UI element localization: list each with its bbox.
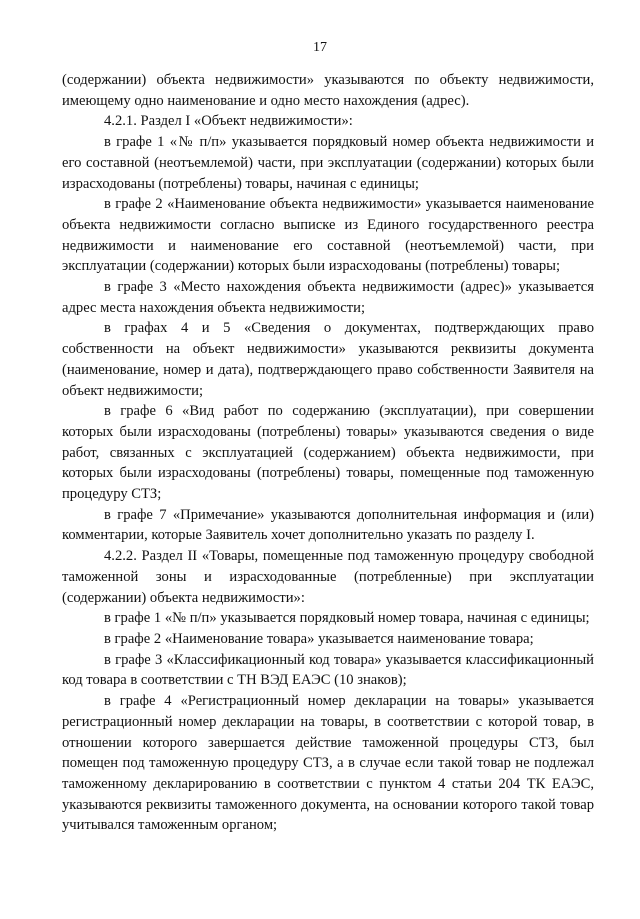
- paragraph: в графе 1 «№ п/п» указывается порядковый номер товара, начиная с единицы;: [104, 610, 590, 627]
- section-heading-4-2-1: 4.2.1. Раздел I «Объект недвижимости»:: [104, 113, 353, 130]
- paragraph-continuation: (содержании) объекта недвижимости» указываются по объекту недвижимости, имеющему одно наименование и одно место нахождения (адрес).: [62, 72, 594, 109]
- paragraph: в графах 4 и 5 «Сведения о документах, подтверждающих право собственности на объект недвижимости» указываются реквизиты документа (наименование, номер и дата), подтверждающего право собственности Заявителя на объект недвижимости;: [62, 320, 594, 399]
- paragraph: в графе 3 «Классификационный код товара» указывается классификационный код товара в соответствии с ТН ВЭД ЕАЭС (10 знаков);: [62, 651, 594, 689]
- section-heading-4-2-2: 4.2.2. Раздел II «Товары, помещенные под таможенную процедуру свободной таможенной зоны и израсходованные (потребленные) при эксплуатации (содержании) объекта недвижимости»:: [62, 548, 594, 606]
- paragraph: в графе 1 «№ п/п» указывается порядковый номер объекта недвижимости и его составной (неотъемлемой) части, при эксплуатации (содержании) которых были израсходованы (потреблены) товары, начиная с единицы;: [62, 134, 594, 192]
- body-text: [62, 70, 594, 836]
- page-number: 17: [313, 40, 327, 55]
- paragraph: в графе 7 «Примечание» указываются дополнительная информация и (или) комментарии, которые Заявитель хочет дополнительно указать по разделу I.: [62, 506, 594, 544]
- paragraph: в графе 3 «Место нахождения объекта недвижимости (адрес)» указывается адрес места нахождения объекта недвижимости;: [62, 279, 594, 316]
- paragraph: в графе 4 «Регистрационный номер декларации на товары» указывается регистрационный номер декларации на товары, в соответствии с которой товар, в отношении которого завершается действие таможенной процедуры СТЗ, был помещен под таможенную процедуру СТЗ, а в случае если такой товар не подлежал таможенному декларированию в соответствии с пунктом 4 статьи 204 ТК ЕАЭС, указываются реквизиты таможенного документа, на основании которого такой товар учитывался таможенным органом;: [62, 693, 594, 834]
- paragraph: в графе 2 «Наименование объекта недвижимости» указывается наименование объекта недвижимости согласно выписке из Единого государственного реестра недвижимости и наименование его составной (неотъемлемой) части, при эксплуатации (содержании) которых были израсходованы (потреблены) товары;: [62, 196, 594, 275]
- paragraph: в графе 6 «Вид работ по содержанию (эксплуатации), при совершении которых были израсходованы (потреблены) товары» указываются сведения о виде работ, связанных с эксплуатацией (содержанием) объекта недвижимости, при которых были израсходованы (потреблены) товары, помещенные под таможенную процедуру СТЗ;: [62, 403, 594, 503]
- paragraph: в графе 2 «Наименование товара» указывается наименование товара;: [104, 630, 534, 647]
